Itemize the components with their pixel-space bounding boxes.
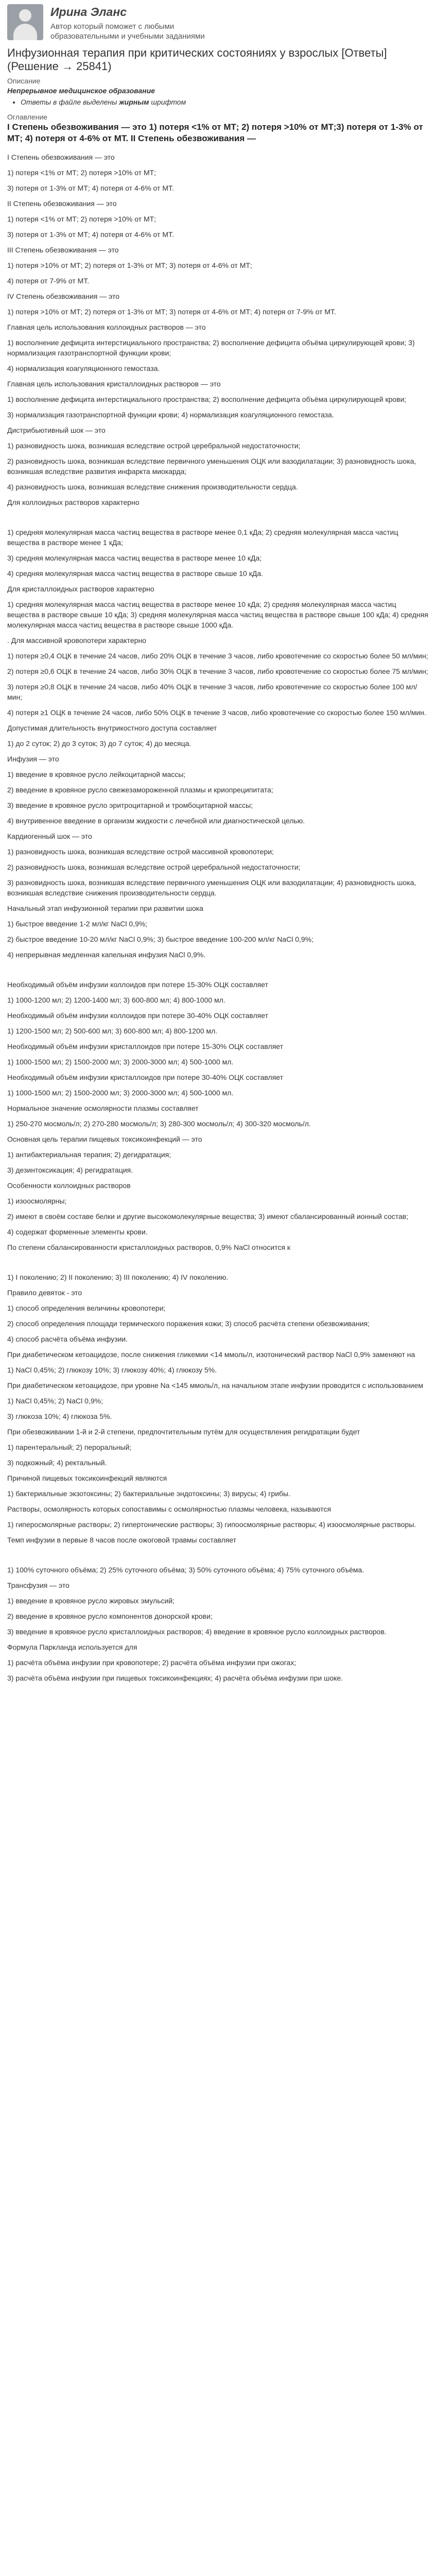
answer-options: 1) до 2 суток; 2) до 3 суток; 3) до 7 суток; 4) до месяца.: [7, 739, 191, 748]
avatar[interactable]: [7, 4, 43, 40]
answer-options: 1) средняя молекулярная масса частиц вещества в растворе менее 10 кДа; 2) средняя молекулярная масса частиц вещества в растворе свыше 10 кДа; 3) средняя молекулярная масса частиц вещества в растворе свыше 100 кДа; 4) средняя молекулярная масса частиц вещества в растворе свыше 1000 кДа.: [7, 600, 428, 629]
question-text: III Степень обезвоживания — это: [7, 246, 119, 254]
answer-options: 2) разновидность шока, возникшая вследствие первичного уменьшения ОЦК или вазодилатации; 3) разновидность шока, возникшая вследствие развития инфаркта миокарда;: [7, 457, 416, 476]
toc-label: Оглавление: [7, 113, 48, 121]
avatar-head-shape: [19, 9, 31, 22]
answer-options: 1) 1000-1200 мл; 2) 1200-1400 мл; 3) 600-800 мл; 4) 800-1000 мл.: [7, 996, 225, 1004]
question-text: Темп инфузии в первые 8 часов после ожоговой травмы составляет: [7, 1536, 236, 1544]
note-bold: жирным: [119, 98, 149, 106]
answer-options: 1) способ определения величины кровопотери;: [7, 1304, 166, 1312]
question-text: По степени сбалансированности кристаллоидных растворов, 0,9% NaCl относится к: [7, 1243, 291, 1251]
question-text: Трансфузия — это: [7, 1581, 69, 1589]
answer-options: 4) средняя молекулярная масса частиц вещества в растворе свыше 10 кДа.: [7, 569, 263, 578]
answer-options: 4) внутривенное введение в организм жидкости с лечебной или диагностической целью.: [7, 817, 305, 825]
question-text: Нормальное значение осмолярности плазмы составляет: [7, 1104, 199, 1112]
author-info: [50, 4, 220, 41]
spacer: [7, 510, 429, 524]
answer-options: 4) способ расчёта объёма инфузии.: [7, 1335, 128, 1343]
answer-options: 1) быстрое введение 1-2 мл/кг NaCl 0,9%;: [7, 920, 148, 928]
answer-options: 2) потеря ≥0,6 ОЦК в течение 24 часов, либо 30% ОЦК в течение 3 часов, либо кровотечение со скоростью более 75 мл/мин;: [7, 667, 428, 675]
answer-options: 4) нормализация коагуляционного гемостаза.: [7, 364, 160, 372]
answer-options: 1) 1000-1500 мл; 2) 1500-2000 мл; 3) 2000-3000 мл; 4) 500-1000 мл.: [7, 1089, 234, 1097]
answer-options: 2) введение в кровяное русло компонентов донорской крови;: [7, 1612, 213, 1620]
answer-options: 3) глюкоза 10%; 4) глюкоза 5%.: [7, 1412, 112, 1420]
answer-options: 1) потеря >10% от МТ; 2) потеря от 1-3% от МТ; 3) потеря от 4-6% от МТ;: [7, 261, 252, 269]
answer-options: 1) разновидность шока, возникшая вследствие острой массивной кровопотери;: [7, 848, 274, 856]
answer-options: 3) расчёта объёма инфузии при пищевых токсикоинфекциях; 4) расчёта объёма инфузии при шоке.: [7, 1674, 343, 1682]
subject-heading: Непрерывное медицинское образование: [7, 87, 155, 95]
question-text: Правило девяток - это: [7, 1289, 82, 1297]
answer-options: 3) введение в кровяное русло кристаллоидных растворов; 4) введение в кровяное русло коллоидных растворов.: [7, 1628, 387, 1636]
answer-options: 1) I поколению; 2) II поколению; 3) III поколению; 4) IV поколению.: [7, 1273, 229, 1281]
answer-options: 3) введение в кровяное русло эритроцитарной и тромбоцитарной массы;: [7, 801, 253, 809]
answer-options: 1) парентеральный; 2) пероральный;: [7, 1443, 132, 1451]
question-text: Причиной пищевых токсикоинфекций являются: [7, 1474, 167, 1482]
question-text: При диабетическом кетоацидозе, после снижения гликемии <14 ммоль/л, изотонический раствор NaCl 0,9% заменяют на: [7, 1350, 415, 1359]
answer-options: 1) средняя молекулярная масса частиц вещества в растворе менее 0,1 кДа; 2) средняя молекулярная масса частиц вещества в растворе менее 1 кДа;: [7, 528, 398, 547]
question-text: I Степень обезвоживания — это: [7, 153, 115, 161]
answer-options: 1) потеря <1% от МТ; 2) потеря >10% от МТ;: [7, 215, 156, 223]
answer-options: 2) способ определения площади термического поражения кожи; 3) способ расчёта степени обезвоживания;: [7, 1319, 370, 1328]
question-text: Кардиогенный шок — это: [7, 832, 92, 840]
answer-options: 1) изоосмолярны;: [7, 1197, 67, 1205]
answer-options: 4) потеря от 7-9% от МТ.: [7, 277, 90, 285]
answer-options: 1) потеря >10% от МТ; 2) потеря от 1-3% от МТ; 3) потеря от 4-6% от МТ; 4) потеря от 7-9% от МТ.: [7, 308, 336, 316]
answer-options: 1) восполнение дефицита интерстициального пространства; 2) восполнение дефицита объёма циркулирующей крови;: [7, 395, 407, 403]
question-text: Необходимый объём инфузии коллоидов при потере 30-40% ОЦК составляет: [7, 1011, 269, 1020]
spacer: [7, 962, 429, 977]
question-text: IV Степень обезвоживания — это: [7, 292, 120, 300]
answer-options: 1) 100% суточного объёма; 2) 25% суточного объёма; 3) 50% суточного объёма; 4) 75% суточного объёма.: [7, 1566, 364, 1574]
answer-options: 3) подкожный; 4) ректальный.: [7, 1459, 107, 1467]
note-suffix: шрифтом: [149, 98, 186, 106]
answer-options: 3) нормализация газотранспортной функции крови; 4) нормализация коагуляционного гемостаза.: [7, 411, 334, 419]
answer-options: 3) средняя молекулярная масса частиц вещества в растворе менее 10 кДа;: [7, 554, 262, 562]
question-text: Главная цель использования коллоидных растворов — это: [7, 323, 206, 331]
answer-options: 1) потеря <1% от МТ; 2) потеря >10% от МТ;: [7, 168, 156, 177]
question-text: При диабетическом кетоацидозе, при уровне Na <145 ммоль/л, на начальном этапе инфузии проводится с использованием: [7, 1381, 424, 1389]
question-text: Для кристаллоидных растворов характерно: [7, 585, 154, 593]
qa-list: [7, 149, 429, 1686]
answer-options: 2) разновидность шока, возникшая вследствие острой церебральной недостаточности;: [7, 863, 301, 871]
answer-options: 1) восполнение дефицита интерстициального пространства; 2) восполнение дефицита объёма циркулирующей крови; 3) нормализация газотранспортной функции крови;: [7, 338, 415, 357]
spacer: [7, 1255, 429, 1269]
question-text: Необходимый объём инфузии кристаллоидов при потере 15-30% ОЦК составляет: [7, 1042, 284, 1050]
answer-options: 4) содержат форменные элементы крови.: [7, 1228, 148, 1236]
answer-options: 1) антибактериальная терапия; 2) дегидратация;: [7, 1150, 171, 1159]
question-text: . Для массивной кровопотери характерно: [7, 636, 146, 645]
answer-options: 1) 1200-1500 мл; 2) 500-600 мл; 3) 600-800 мл; 4) 800-1200 мл.: [7, 1027, 218, 1035]
spacer: [7, 1548, 429, 1562]
answer-options: 3) разновидность шока, возникшая вследствие первичного уменьшения ОЦК или вазодилатации; 4) разновидность шока, возникшая вследствие снижения производительности сердца.: [7, 878, 416, 897]
question-text: Формула Паркланда используется для: [7, 1643, 137, 1651]
answer-options: 1) потеря ≥0,4 ОЦК в течение 24 часов, либо 20% ОЦК в течение 3 часов, либо кровотечение со скоростью более 50 мл/мин;: [7, 652, 428, 660]
question-text: Растворы, осмолярность которых сопоставимы с осмолярностью плазмы человека, называются: [7, 1505, 332, 1513]
question-text: Допустимая длительность внутрикостного доступа составляет: [7, 724, 217, 732]
answer-options: 3) дезинтоксикация; 4) регидратация.: [7, 1166, 133, 1174]
question-text: Дистрибьютивный шок — это: [7, 426, 106, 434]
answer-options: 1) бактериальные экзотоксины; 2) бактериальные эндотоксины; 3) вирусы; 4) грибы.: [7, 1489, 290, 1498]
question-text: Начальный этап инфузионной терапии при развитии шока: [7, 904, 203, 912]
answer-options: 4) непрерывная медленная капельная инфузия NaCl 0,9%.: [7, 951, 206, 959]
answer-options: 1) введение в кровяное русло лейкоцитарной массы;: [7, 770, 186, 778]
answer-options: 1) введение в кровяное русло жировых эмульсий;: [7, 1597, 175, 1605]
answer-options: 3) потеря от 1-3% от МТ; 4) потеря от 4-6% от МТ.: [7, 184, 174, 192]
author-name[interactable]: Ирина Эланс: [50, 5, 127, 19]
answers-note-item: [21, 98, 429, 106]
answer-options: 1) 250-270 мосмоль/л; 2) 270-280 мосмоль/л; 3) 280-300 мосмоль/л; 4) 300-320 мосмоль/л.: [7, 1120, 311, 1128]
question-text: Основная цель терапии пищевых токсикоинфекций — это: [7, 1135, 202, 1143]
answer-options: 1) NaCl 0,45%; 2) глюкозу 10%; 3) глюкозу 40%; 4) глюкозу 5%.: [7, 1366, 217, 1374]
question-text: II Степень обезвоживания — это: [7, 199, 117, 208]
answer-options: 1) гиперосмолярные растворы; 2) гипертонические растворы; 3) гипоосмолярные растворы; 4) изоосмолярные растворы.: [7, 1520, 416, 1529]
answer-options: 4) разновидность шока, возникшая вследствие снижения производительности сердца.: [7, 483, 298, 491]
answers-note: [7, 98, 429, 106]
question-text: Необходимый объём инфузии кристаллоидов при потере 30-40% ОЦК составляет: [7, 1073, 284, 1081]
toc-text[interactable]: I Степень обезвоживания — это 1) потеря <1% от МТ; 2) потеря >10% от МТ;3) потеря от 1-3% от МТ; 4) потеря от 4-6% от МТ. II Степень обезвоживания —: [7, 122, 423, 143]
answer-options: 3) потеря ≥0,8 ОЦК в течение 24 часов, либо 40% ОЦК в течение 3 часов, либо кровотечение со скоростью более 100 мл/мин;: [7, 683, 417, 701]
answer-options: 2) введение в кровяное русло свежезамороженной плазмы и криопреципитата;: [7, 786, 273, 794]
answer-options: 1) NaCl 0,45%; 2) NaCl 0,9%;: [7, 1397, 103, 1405]
author-description: Автор который поможет с любыми образовательными и учебными заданиями: [50, 22, 205, 41]
answer-options: 2) имеют в своём составе белки и другие высокомолекулярные вещества; 3) имеют сбалансированный ионный состав;: [7, 1212, 409, 1221]
answer-options: 1) разновидность шока, возникшая вследствие острой церебральной недостаточности;: [7, 442, 301, 450]
question-text: Необходимый объём инфузии коллоидов при потере 15-30% ОЦК составляет: [7, 980, 269, 989]
answer-options: 1) расчёта объёма инфузии при кровопотере; 2) расчёта объёма инфузии при ожогах;: [7, 1658, 297, 1667]
author-card: [7, 4, 429, 41]
question-text: Для коллоидных растворов характерно: [7, 498, 139, 506]
answer-options: 1) 1000-1500 мл; 2) 1500-2000 мл; 3) 2000-3000 мл; 4) 500-1000 мл.: [7, 1058, 234, 1066]
description-label: Описание: [7, 77, 41, 85]
note-prefix: Ответы в файле выделены: [21, 98, 119, 106]
question-text: Главная цель использования кристаллоидных растворов — это: [7, 380, 221, 388]
answer-options: 2) быстрое введение 10-20 мл/кг NaCl 0,9%; 3) быстрое введение 100-200 мл/кг NaCl 0,9%;: [7, 935, 313, 943]
answer-options: 3) потеря от 1-3% от МТ; 4) потеря от 4-6% от МТ.: [7, 230, 174, 239]
avatar-body-shape: [13, 24, 37, 40]
question-text: При обезвоживании 1-й и 2-й степени, предпочтительным путём для осуществления регидратации будет: [7, 1428, 360, 1436]
question-text: Особенности коллоидных растворов: [7, 1181, 131, 1190]
question-text: Инфузия — это: [7, 755, 59, 763]
answer-options: 4) потеря ≥1 ОЦК в течение 24 часов, либо 50% ОЦК в течение 3 часов, либо кровотечение со скоростью более 150 мл/мин.: [7, 708, 426, 717]
page-title: Инфузионная терапия при критических состояниях у взрослых [Ответы] (Решение → 25841): [7, 46, 387, 73]
